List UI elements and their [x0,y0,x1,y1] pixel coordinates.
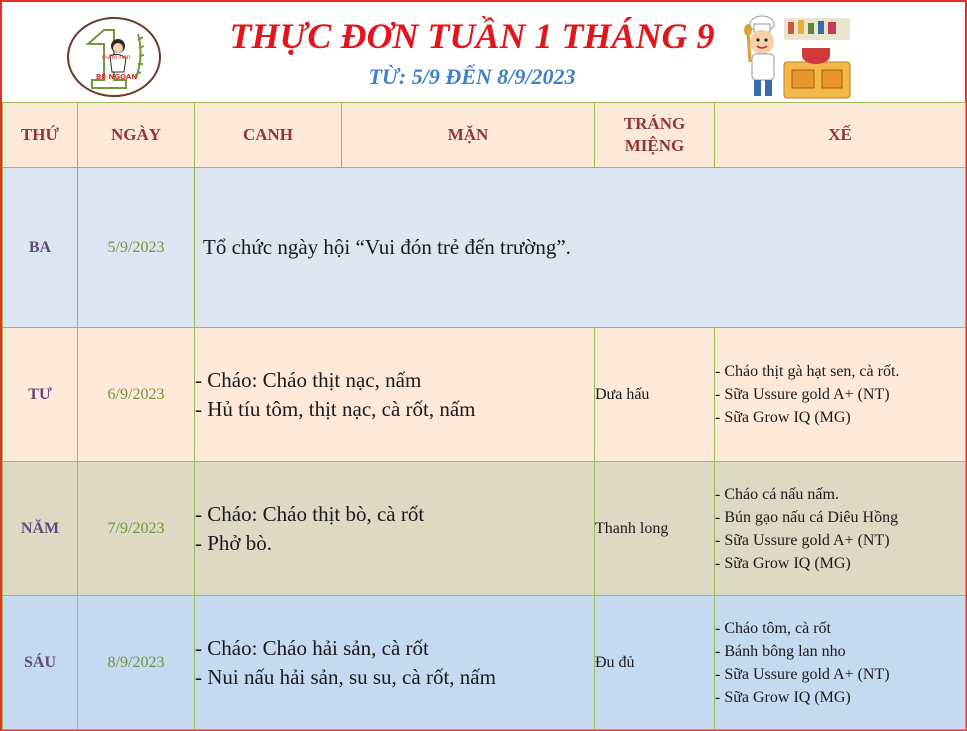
snack-cell [715,328,966,462]
table-header-row [3,103,966,168]
col-header-xe: XẾ [715,103,966,168]
col-header-trang-mieng [595,103,715,168]
date-cell: 6/9/2023 [78,328,195,462]
snack-line: - Sữa Grow IQ (MG) [715,688,851,706]
date-cell: 5/9/2023 [78,168,195,328]
main-dish-cell [195,462,595,596]
menu-table [2,102,966,730]
day-cell: BA [3,168,78,328]
col-header-thu: THỨ [3,103,78,168]
snack-line: - Sữa Ussure gold A+ (NT) [715,386,890,403]
snack-line: - Bánh bông lan nho [715,642,846,660]
dessert-cell: Dưa hấu [595,328,715,462]
dessert-cell: Thanh long [595,462,715,596]
col-header-trang-line1: TRÁNG [623,114,686,133]
snack-line: - Bún gạo nấu cá Diêu Hồng [715,508,899,526]
snack-line: - Cháo thịt gà hạt sen, cà rốt. [715,363,900,380]
snack-cell [715,596,966,730]
snack-line: - Sữa Grow IQ (MG) [715,409,851,426]
dessert-cell: Đu đủ [595,596,715,730]
page-title: THỰC ĐƠN TUẦN 1 THÁNG 9 [229,16,715,56]
chef-kitchen-illustration [744,10,852,102]
logo-small-text: mầm non [102,54,131,61]
snack-line: - Sữa Grow IQ (MG) [715,554,851,572]
main-dish-cell [195,328,595,462]
table-row [3,328,966,462]
event-cell: Tổ chức ngày hội “Vui đón trẻ đến trường”. [195,168,966,328]
snack-line: - Sữa Ussure gold A+ (NT) [715,531,890,549]
snack-line: - Cháo tôm, cà rốt [715,619,831,637]
table-row [3,462,966,596]
dish-line: - Nui nấu hải sản, su su, cà rốt, nấm [195,664,496,689]
day-cell: NĂM [3,462,78,596]
snack-line: - Cháo cá nấu nấm. [715,485,839,503]
school-logo-icon [66,16,162,98]
col-header-canh: CANH [195,103,342,168]
day-cell: SÁU [3,596,78,730]
col-header-man: MẶN [342,103,595,168]
date-cell: 7/9/2023 [78,462,195,596]
header [2,2,965,102]
dish-line: - Phở bò. [195,530,273,555]
dish-line: - Cháo: Cháo thịt bò, cà rốt [195,501,425,526]
snack-line: - Sữa Ussure gold A+ (NT) [715,665,890,683]
date-cell: 8/9/2023 [78,596,195,730]
table-row [3,596,966,730]
logo-name: BÉ NGOAN [96,73,138,81]
page-subtitle: TỪ: 5/9 ĐẾN 8/9/2023 [368,64,576,89]
day-cell: TƯ [3,328,78,462]
dish-line: - Cháo: Cháo hải sản, cà rốt [195,635,429,660]
snack-cell [715,462,966,596]
table-row [3,168,966,328]
main-dish-cell [195,596,595,730]
col-header-trang-line2: MIỆNG [624,136,685,155]
col-header-ngay: NGÀY [78,103,195,168]
dish-line: - Cháo: Cháo thịt nạc, nấm [195,367,422,392]
dish-line: - Hủ tíu tôm, thịt nạc, cà rốt, nấm [195,396,476,421]
